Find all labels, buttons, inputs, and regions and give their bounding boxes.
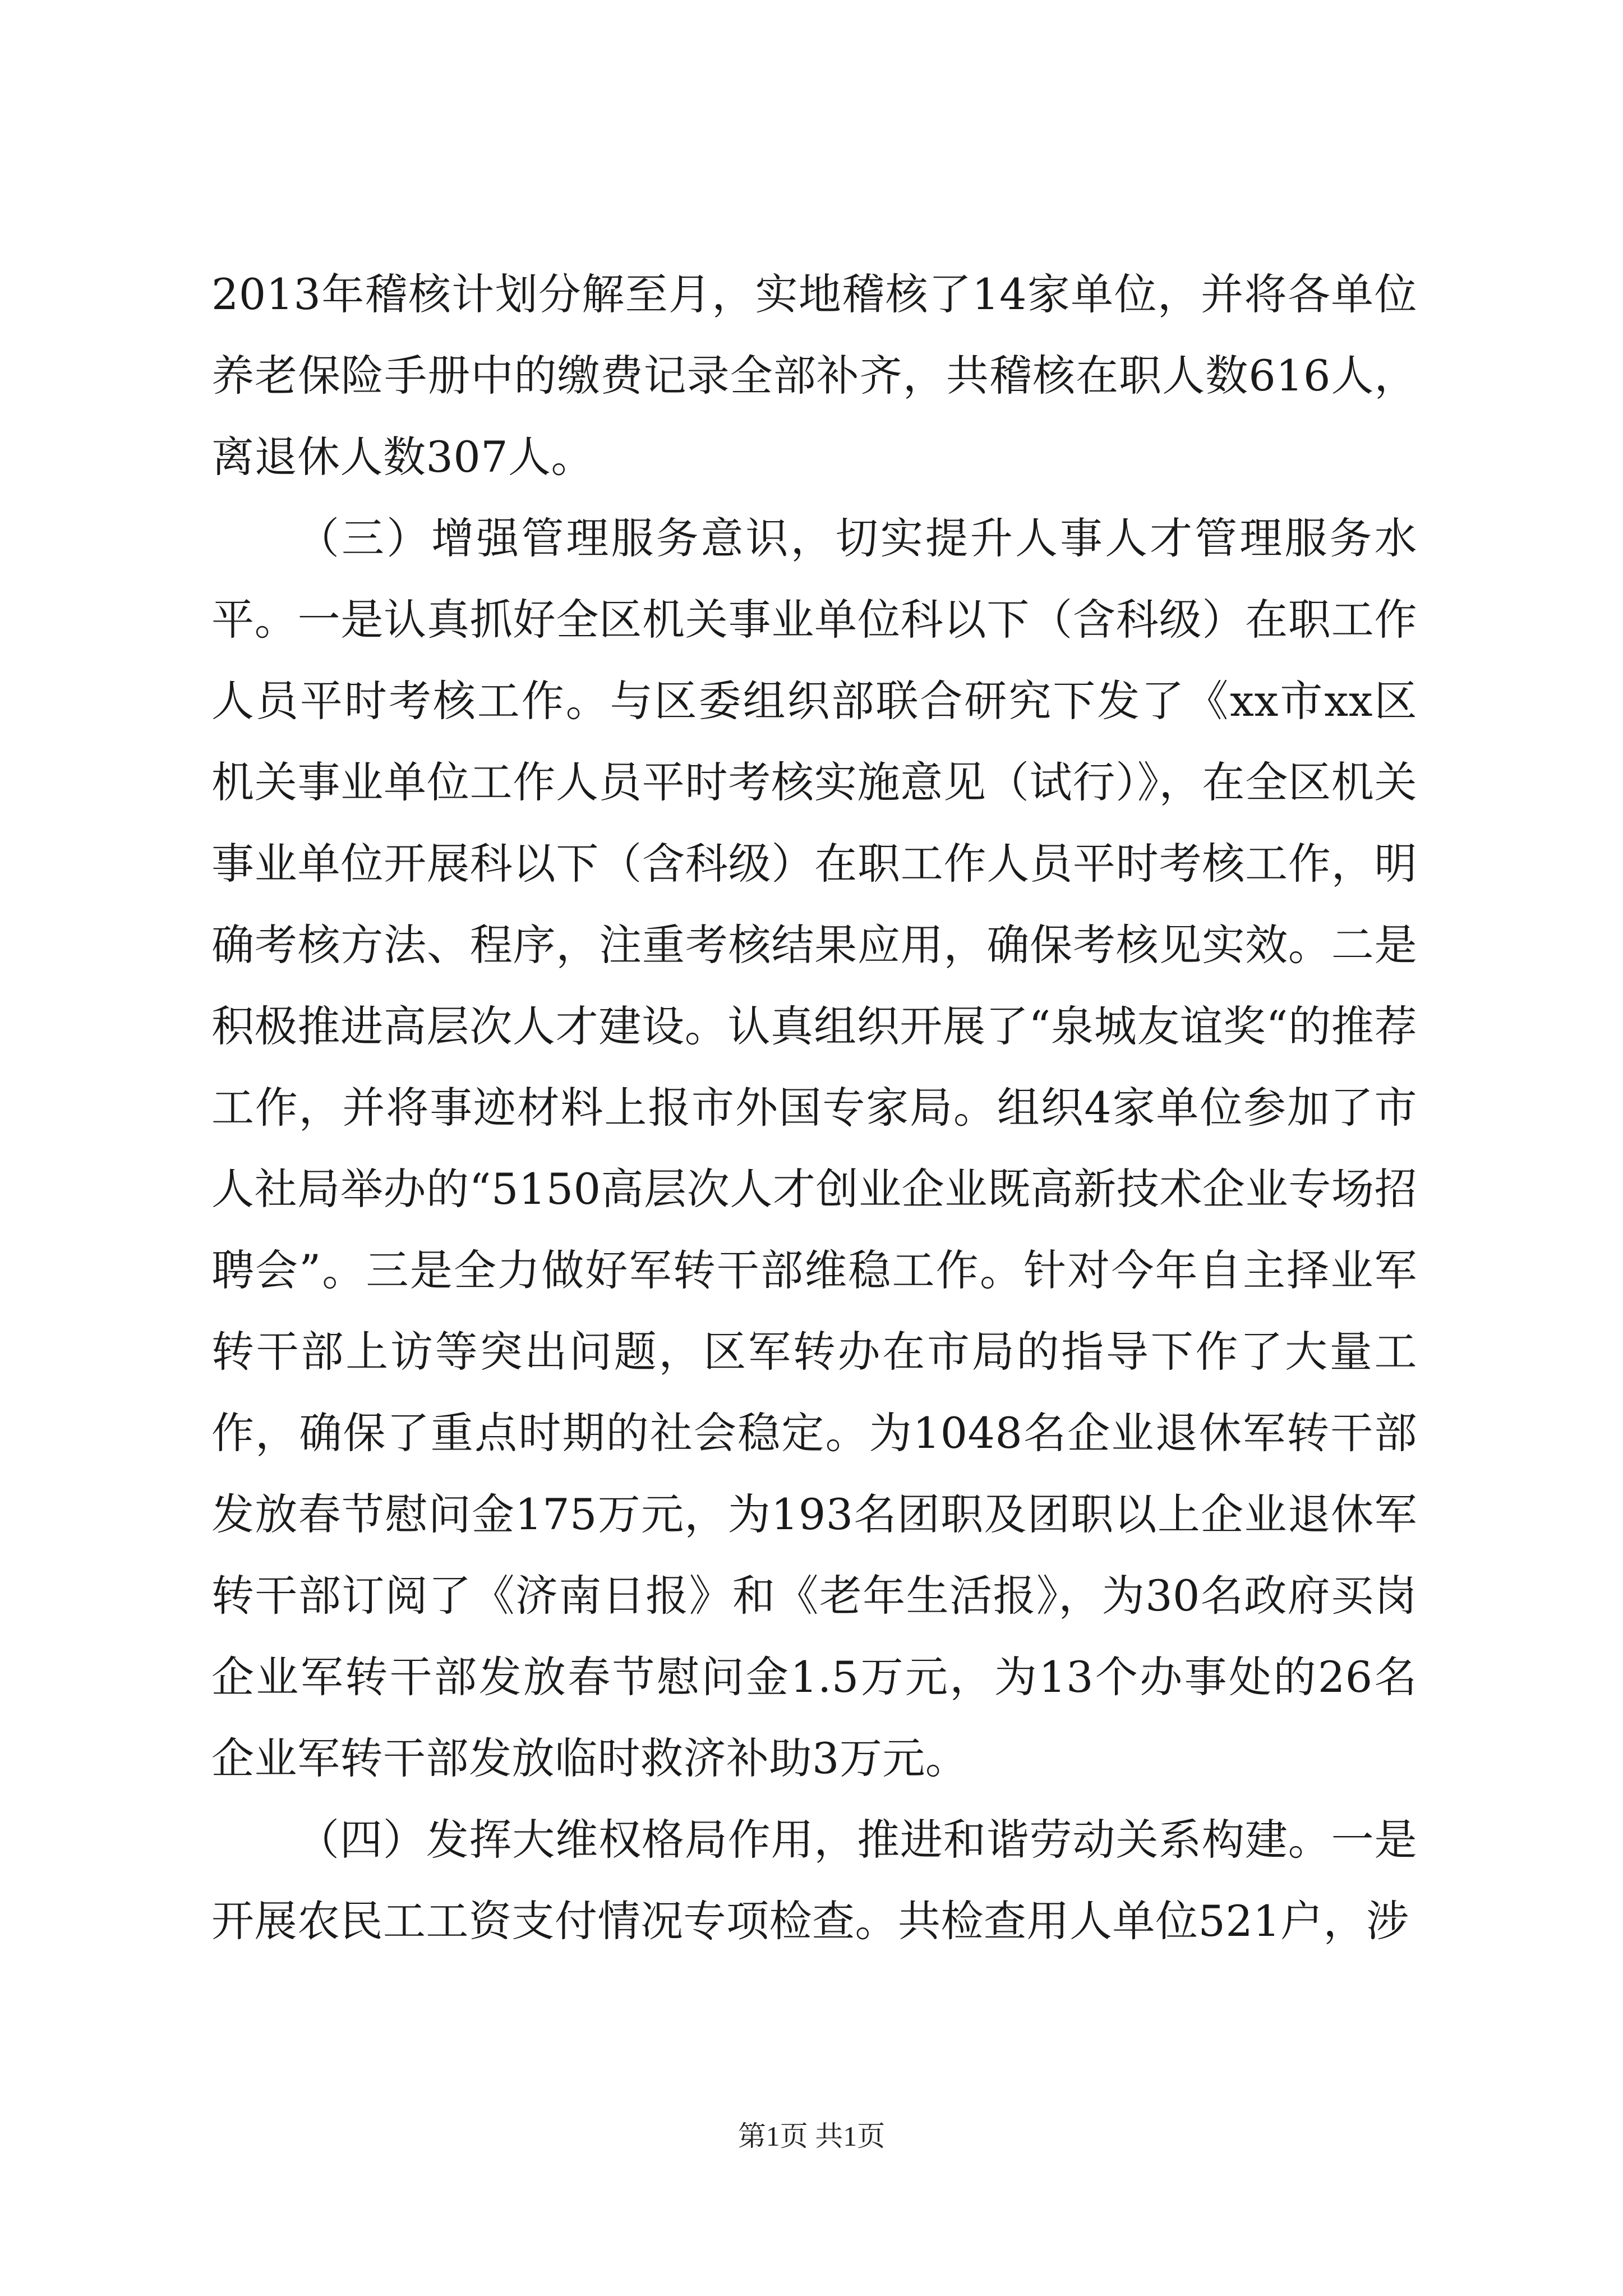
paragraph-section-three: （三）增强管理服务意识，切实提升人事人才管理服务水平。一是认真抓好全区机关事业单位科以下（含科级）在职工作人员平时考核工作。与区委组织部联合研究下发了《xx市xx区机关事业单位工作人员平时考核实施意见（试行）》，在全区机关事业单位开展科以下（含科级）在职工作人员平时考核工作，明确考核方法、程序，注重考核结果应用，确保考核见实效。二是积极推进高层次人才建设。认真组织开展了“泉城友谊奖“的推荐工作，并将事迹材料上报市外国专家局。组织4家单位参加了市人社局举办的“5150高层次人才创业企业既高新技术企业专场招聘会”。三是全力做好军转干部维稳工作。针对今年自主择业军转干部上访等突出问题，区军转办在市局的指导下作了大量工作，确保了重点时期的社会稳定。为1048名企业退休军转干部发放春节慰问金175万元，为193名团职及团职以上企业退休军转干部订阅了《济南日报》和《老年生活报》，为30名政府买岗企业军转干部发放春节慰问金1.5万元，为13个办事处的26名企业军转干部发放临时救济补助3万元。: [211, 513, 1417, 1783]
page-footer: 第1页 共1页: [737, 2120, 886, 2152]
document-body: [211, 254, 1417, 1962]
paragraph-section-four: （四）发挥大维权格局作用，推进和谐劳动关系构建。一是开展农民工工资支付情况专项检查。共检查用人单位521户，涉: [211, 1815, 1417, 1946]
paragraph-audit-summary: 2013年稽核计划分解至月，实地稽核了14家单位，并将各单位养老保险手册中的缴费记录全部补齐，共稽核在职人数616人，离退休人数307人。: [211, 269, 1417, 482]
